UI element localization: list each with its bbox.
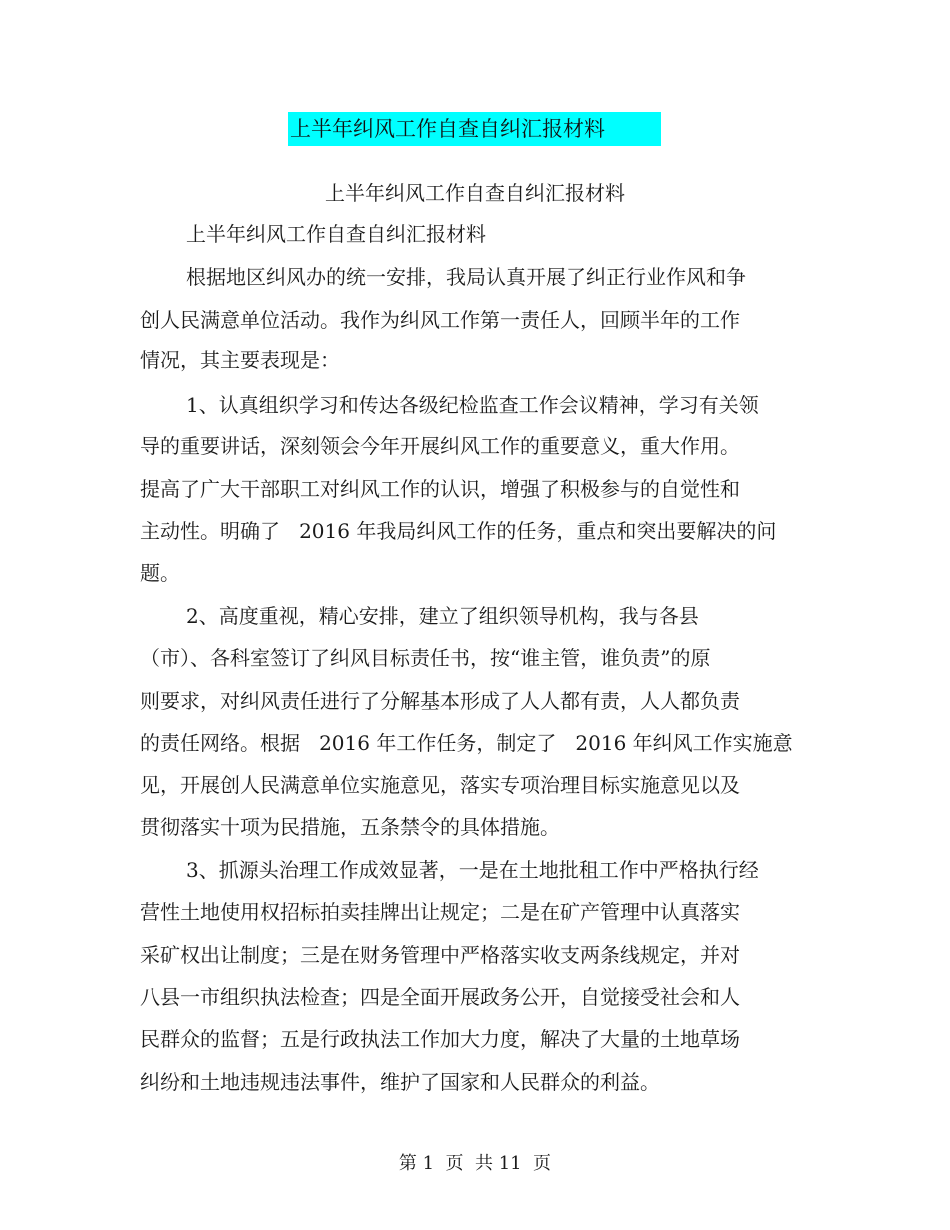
heading-line: 上半年纠风工作自查自纠汇报材料 <box>186 222 486 246</box>
paragraph-3-line-5: 见，开展创人民满意单位实施意见，落实专项治理目标实施意见以及 <box>140 773 740 797</box>
paragraph-4-line-5: 民群众的监督；五是行政执法工作加大力度，解决了大量的土地草场 <box>140 1027 740 1051</box>
paragraph-3-line-1: 2、高度重视，精心安排，建立了组织领导机构，我与各县 <box>186 604 699 628</box>
paragraph-4-line-1: 3、抓源头治理工作成效显著，一是在土地批租工作中严格执行经 <box>186 858 759 882</box>
paragraph-3-line-4: 的责任网络。根据 2016 年工作任务，制定了 2016 年纠风工作实施意 <box>140 731 793 755</box>
paragraph-4-line-4: 八县一市组织执法检查；四是全面开展政务公开，自觉接受社会和人 <box>140 985 740 1009</box>
paragraph-1-line-3: 情况，其主要表现是： <box>140 348 340 372</box>
paragraph-3-line-2: （市）、各科室签订了纠风目标责任书，按“谁主管，谁负责”的原 <box>140 646 711 670</box>
paragraph-3-line-3: 则要求，对纠风责任进行了分解基本形成了人人都有责，人人都负责 <box>140 689 740 713</box>
paragraph-2-line-1: 1、认真组织学习和传达各级纪检监查工作会议精神，学习有关领 <box>186 393 759 417</box>
page-footer: 第 1 页 共 11 页 <box>398 1153 552 1174</box>
paragraph-4-line-6: 纠纷和土地违规违法事件，维护了国家和人民群众的利益。 <box>140 1070 660 1094</box>
paragraph-1-line-2: 创人民满意单位活动。我作为纠风工作第一责任人，回顾半年的工作 <box>140 308 740 332</box>
paragraph-2-line-2: 导的重要讲话，深刻领会今年开展纠风工作的重要意义，重大作用。 <box>140 434 740 458</box>
highlighted-title: 上半年纠风工作自查自纠汇报材料 <box>288 112 661 146</box>
paragraph-2-line-4: 主动性。明确了 2016 年我局纠风工作的任务，重点和突出要解决的问 <box>140 519 777 543</box>
paragraph-4-line-2: 营性土地使用权招标拍卖挂牌出让规定；二是在矿产管理中认真落实 <box>140 900 740 924</box>
paragraph-3-line-6: 贯彻落实十项为民措施，五条禁令的具体措施。 <box>140 815 560 839</box>
paragraph-4-line-3: 采矿权出让制度；三是在财务管理中严格落实收支两条线规定，并对 <box>140 943 740 967</box>
document-subtitle: 上半年纠风工作自查自纠汇报材料 <box>325 181 625 205</box>
paragraph-2-line-5: 题。 <box>140 561 180 585</box>
paragraph-1-line-1: 根据地区纠风办的统一安排，我局认真开展了纠正行业作风和争 <box>186 265 746 289</box>
paragraph-2-line-3: 提高了广大干部职工对纠风工作的认识，增强了积极参与的自觉性和 <box>140 477 740 501</box>
